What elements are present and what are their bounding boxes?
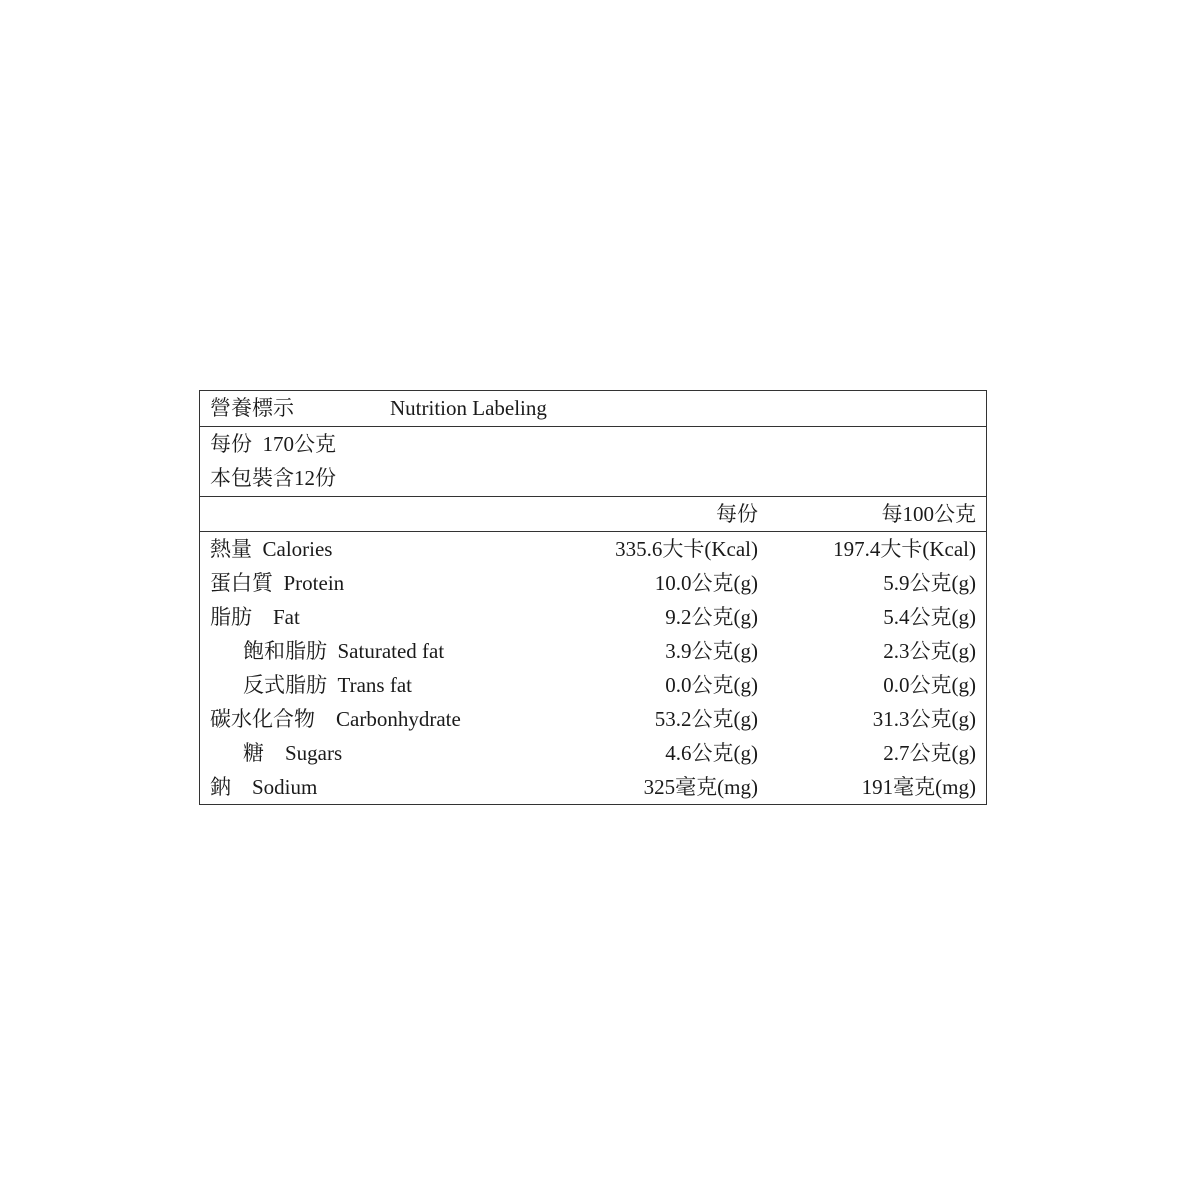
nutrient-name: 飽和脂肪 Saturated fat xyxy=(243,639,445,663)
nutrient-per-serving: 9.2公克(g) xyxy=(665,605,758,629)
nutrient-name: 蛋白質 Protein xyxy=(210,571,345,595)
nutrition-label xyxy=(199,390,987,805)
nutrient-per-serving: 53.2公克(g) xyxy=(654,707,758,731)
nutrient-row xyxy=(200,770,986,804)
column-header-per-100g: 每100公克 xyxy=(881,502,976,526)
nutrient-per-serving: 10.0公克(g) xyxy=(654,571,758,595)
serving-size: 每份 170公克 xyxy=(210,432,336,456)
nutrient-row xyxy=(200,532,986,566)
nutrient-name: 糖 Sugars xyxy=(243,741,343,765)
column-header-row xyxy=(200,497,986,531)
servings-per-package: 本包裝含12份 xyxy=(210,466,336,490)
nutrient-per-100g: 0.0公克(g) xyxy=(883,673,976,697)
nutrient-row xyxy=(200,634,986,668)
nutrient-per-100g: 197.4大卡(Kcal) xyxy=(833,537,976,561)
servings-per-package-row xyxy=(200,461,986,495)
nutrient-row xyxy=(200,566,986,600)
nutrient-name: 碳水化合物 Carbonhydrate xyxy=(210,707,461,731)
nutrient-per-serving: 335.6大卡(Kcal) xyxy=(615,537,758,561)
label-title-zh: 營養標示 xyxy=(210,396,294,420)
column-header-per-serving: 每份 xyxy=(716,502,758,526)
nutrient-name: 鈉 Sodium xyxy=(210,775,318,799)
nutrient-per-100g: 2.3公克(g) xyxy=(883,639,976,663)
nutrient-row xyxy=(200,736,986,770)
nutrient-per-serving: 3.9公克(g) xyxy=(665,639,758,663)
label-title-en: Nutrition Labeling xyxy=(390,396,547,420)
nutrient-row xyxy=(200,600,986,634)
nutrient-name: 熱量 Calories xyxy=(210,537,333,561)
nutrient-per-100g: 31.3公克(g) xyxy=(872,707,976,731)
nutrient-per-serving: 4.6公克(g) xyxy=(665,741,758,765)
nutrient-row xyxy=(200,668,986,702)
nutrient-per-100g: 191毫克(mg) xyxy=(861,775,976,799)
nutrient-row xyxy=(200,702,986,736)
nutrient-name: 脂肪 Fat xyxy=(210,605,300,629)
nutrient-per-100g: 5.4公克(g) xyxy=(883,605,976,629)
label-title-row xyxy=(200,391,986,425)
nutrient-per-100g: 2.7公克(g) xyxy=(883,741,976,765)
nutrient-per-serving: 0.0公克(g) xyxy=(665,673,758,697)
nutrient-per-serving: 325毫克(mg) xyxy=(643,775,758,799)
nutrient-per-100g: 5.9公克(g) xyxy=(883,571,976,595)
nutrient-name: 反式脂肪 Trans fat xyxy=(243,673,412,697)
serving-size-row xyxy=(200,427,986,461)
